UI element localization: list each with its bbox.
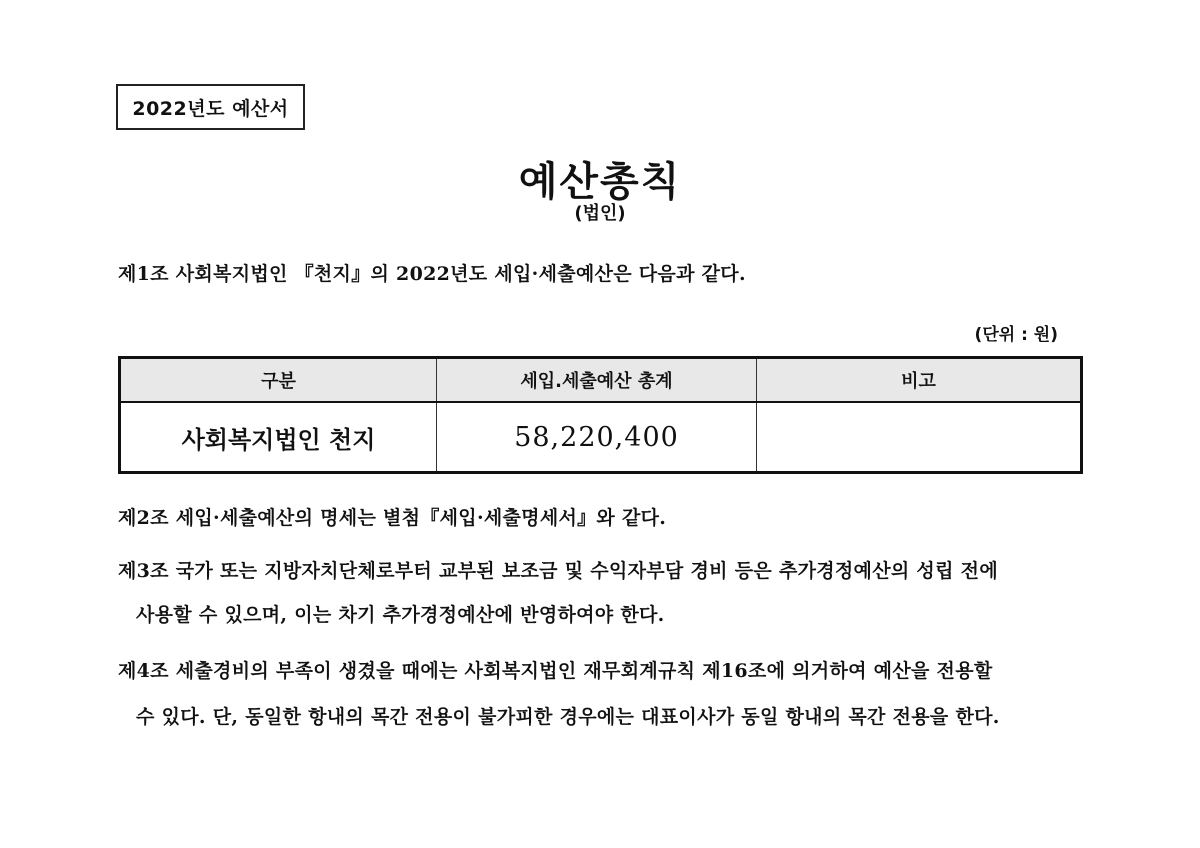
header-note: 비고	[757, 358, 1082, 403]
cell-category: 사회복지법인 천지	[120, 402, 437, 473]
page-title: 예산총칙	[518, 159, 682, 205]
header-category: 구분	[120, 358, 437, 403]
article-2: 제2조 세입·세출예산의 명세는 별첨『세입·세출명세서』와 같다.	[118, 507, 667, 529]
document-label-box	[116, 84, 305, 130]
article-1: 제1조 사회복지법인 『천지』의 2022년도 세입·세출예산은 다음과 같다.	[118, 263, 746, 285]
article-3-line-2: 사용할 수 있으며, 이는 차기 추가경정예산에 반영하여야 한다.	[136, 604, 665, 626]
cell-note	[757, 402, 1082, 473]
article-3-line-1: 제3조 국가 또는 지방자치단체로부터 교부된 보조금 및 수익자부담 경비 등은 추가경정예산의 성립 전에	[118, 560, 998, 582]
budget-table	[118, 356, 1083, 474]
table-row	[120, 402, 1082, 473]
cell-total: 58,220,400	[437, 402, 757, 473]
article-4-line-2: 수 있다. 단, 동일한 항내의 목간 전용이 불가피한 경우에는 대표이사가 동일 항내의 목간 전용을 한다.	[136, 706, 1000, 728]
page-subtitle: (법인)	[574, 203, 626, 224]
document-label: 2022년도 예산서	[132, 97, 289, 120]
header-total: 세입.세출예산 총계	[437, 358, 757, 403]
article-4-line-1: 제4조 세출경비의 부족이 생겼을 때에는 사회복지법인 재무회계규칙 제16조에 의거하여 예산을 전용할	[118, 660, 993, 682]
unit-label: (단위 : 원)	[974, 325, 1058, 345]
table-header-row	[120, 358, 1082, 403]
